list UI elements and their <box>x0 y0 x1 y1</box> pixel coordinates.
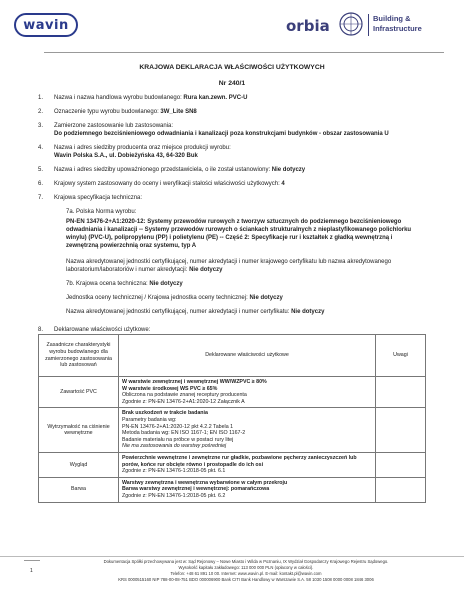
item-label: Krajowy system zastosowany do oceny i weryfikacji stałości właściwości użytkowych: <box>54 181 282 187</box>
page-number-rule <box>24 560 40 561</box>
logo-divider <box>368 14 369 36</box>
item-value: Nie dotyczy <box>149 281 183 287</box>
item-7a-label: 7a. Polska Norma wyrobu: <box>66 209 137 215</box>
wavin-logo-text: wavin <box>23 17 69 33</box>
document-number: Nr 240/1 <box>218 80 246 87</box>
table-header-row <box>39 335 426 377</box>
table-cell-performance <box>119 477 376 502</box>
item-number: 1. <box>38 95 44 101</box>
table-cell-remarks <box>376 477 426 502</box>
table-cell-remarks <box>376 408 426 453</box>
item-label: Nazwa i adres siedziby upoważnionego przedstawiciela, o ile został ustanowiony: <box>54 167 272 173</box>
table-header-remarks: Uwagi <box>376 335 426 377</box>
performance-line: PN-EN 13476-2+A1:2020-12 pkt 4.2.2 Tabela 1 <box>122 423 234 430</box>
item-label: 7b. Krajowa ocena techniczna: <box>66 281 150 287</box>
table-row <box>39 408 426 453</box>
item-label: Nazwa akredytowanej jednostki certyfikującej, numer akredytacji i numer krajowego certyfikatu lub nazwa akredytowanego laboratorium/laboratoriów i numer akredytacji: <box>66 259 392 273</box>
performance-line: W warstwie środkowej WS PVC ≥ 65% <box>122 385 218 392</box>
item-label: Nazwa i adres siedziby producenta oraz miejsce produkcji wyrobu: <box>54 145 231 151</box>
orbia-logo-text: orbia <box>286 17 330 35</box>
item-value: Do podziemnego bezciśnieniowego odwadniania i kanalizacji poza konstrukcjami budynków - obszar zastosowania U <box>54 131 389 137</box>
item-value: Nie dotyczy <box>189 267 223 273</box>
performance-line: Zgodnie z: PN-EN 13476-1:2018-05 pkt. 6.1 <box>122 468 226 475</box>
item-7a-standard-value: PN-EN 13476-2+A1:2020-12: Systemy przewodów rurowych z tworzyw sztucznych do podziemnego bezciśnieniowego odwadniania i kanalizacji -- Systemy przewodów rurowych o ściankach strukturalnych z nieplastyfikowanego polichlorku winylu) (PVC-U), polipropylenu (PP) i polietylenu (PE) -- Część 2: Specyfikacje rur i kształtek z gładką wewnętrzną i zewnętrzną powierzchnią oraz systemu, typ A <box>66 219 412 249</box>
table-cell-remarks <box>376 452 426 477</box>
footer-line: Telefon: +48 61 891 10 00. Internet: www.wavin.pl. E-mail: kontakt.pl@wavin.com <box>170 571 322 576</box>
item-number: 4. <box>38 145 44 151</box>
performance-line: Nie ma zastosowania do warstwy pośredniej <box>122 443 227 450</box>
performance-line: Obliczona na podstawie znanej receptury producenta <box>122 392 247 399</box>
item-number: 6. <box>38 181 44 187</box>
table-header-characteristics: Zasadnicze charakterystyki wyrobu budowlanego dla zamierzonego zastosowania lub zastosowań <box>39 335 119 377</box>
orbia-subtitle-line2: Infrastructure <box>373 24 422 33</box>
performance-line: Badanie materiału na próbce w postaci rury litej <box>122 436 234 443</box>
header <box>0 0 464 48</box>
table-row <box>39 377 426 408</box>
item-value: 4 <box>281 181 285 187</box>
performance-line: Barwa warstwy zewnętrznej i wewnętrznej: pomarańczowa <box>122 486 270 493</box>
item-number: 2. <box>38 109 44 115</box>
item-label: Oznaczenie typu wyrobu budowlanego: <box>54 109 161 115</box>
item-number: 3. <box>38 123 44 129</box>
table-cell-remarks <box>376 377 426 408</box>
orbia-logo-mark-icon <box>338 11 364 37</box>
item-value: Nie dotyczy <box>249 295 283 301</box>
table-cell-performance <box>119 452 376 477</box>
page-number: 1 <box>30 568 33 574</box>
orbia-subtitle-line1: Building & <box>373 14 411 23</box>
footer-line: Wysokość kapitału zakładowego: 113 000 000 PLN (opłacony w całości). <box>178 565 314 570</box>
footer-line: KRS 0000515160 NIP 788-00-08-751 BDO 000006900 Bank CITI Bank Handlowy w Warszawie S.A. 58 1030 1508 0000 0008 1846 3006 <box>118 577 374 582</box>
performance-line: Zgodnie z: PN-EN 13476-1:2018-05 pkt. 6.2 <box>122 492 226 499</box>
table-cell-characteristic: Zawartość PVC <box>39 377 119 408</box>
table-row <box>39 477 426 502</box>
item-number: 8. <box>38 327 44 333</box>
document-title: KRAJOWA DEKLARACJA WŁAŚCIWOŚCI UŻYTKOWYCH <box>139 64 325 71</box>
item-label: Nazwa akredytowanej jednostki certyfikującej, numer akredytacji i numer certyfikatu: <box>66 309 292 315</box>
header-divider <box>44 52 444 53</box>
item-label: Nazwa i nazwa handlowa wyrobu budowlanego: <box>54 95 184 101</box>
performance-line: Powierzchnie wewnętrzne i zewnętrzne rur gładkie, pozbawione pęcherzy zanieczyszczeń lub porów, końce rur obcięte równo i prostopadle do ich osi <box>122 454 357 468</box>
item-label: Deklarowane właściwości użytkowe: <box>54 327 151 333</box>
item-value: Nie dotyczy <box>271 167 306 173</box>
footer <box>56 559 436 583</box>
footer-divider <box>0 556 464 557</box>
table-header-performance: Deklarowane właściwości użytkowe <box>119 335 376 377</box>
item-number: 5. <box>38 167 44 173</box>
item-label: Jednostka oceny technicznej / Krajowa jednostka oceny technicznej: <box>66 295 250 301</box>
item-label: Zamierzone zastosowanie lub zastosowania: <box>54 123 174 129</box>
item-number: 7. <box>38 195 44 201</box>
performance-line: Parametry badania wg: <box>122 416 177 423</box>
item-value: Rura kan.zewn. PVC-U <box>183 95 248 101</box>
table-cell-characteristic: Wytrzymałość na ciśnienie wewnętrzne <box>39 408 119 453</box>
performance-table <box>38 334 426 503</box>
performance-line: Zgodnie z: PN-EN 13476-2+A1:2020-12 Załącznik A <box>122 398 245 405</box>
item-label: Krajowa specyfikacja techniczna: <box>54 195 143 201</box>
performance-line: Metoda badania wg: EN ISO 1167-1; EN ISO 1167-2 <box>122 430 246 437</box>
item-value: Nie dotyczy <box>291 309 325 315</box>
wavin-logo <box>14 13 78 37</box>
orbia-subtitle <box>373 14 422 34</box>
performance-line: Brak uszkodzeń w trakcie badania <box>122 410 208 417</box>
table-cell-characteristic: Wygląd <box>39 452 119 477</box>
item-value: 3W_Lite SN8 <box>160 109 197 115</box>
footer-line: Dokumentacja Spółki przechowywana jest w: Sąd Rejonowy – Nowe Miasto i Wilda w Poznaniu, IX Wydział Gospodarczy Krajowego Rejestru Sądowego. <box>103 559 389 564</box>
performance-line: W warstwie zewnętrznej i wewnętrznej WW/WZPVC ≥ 80% <box>122 379 267 385</box>
table-cell-performance <box>119 408 376 453</box>
table-cell-characteristic: Barwa <box>39 477 119 502</box>
table-row <box>39 452 426 477</box>
item-value: Wavin Polska S.A., ul. Dobieżyńska 43, 64-320 Buk <box>54 153 198 159</box>
performance-line: Warstwy zewnętrzna i wewnętrzna wybarwione w całym przekroju <box>122 479 288 486</box>
table-cell-performance <box>119 377 376 408</box>
